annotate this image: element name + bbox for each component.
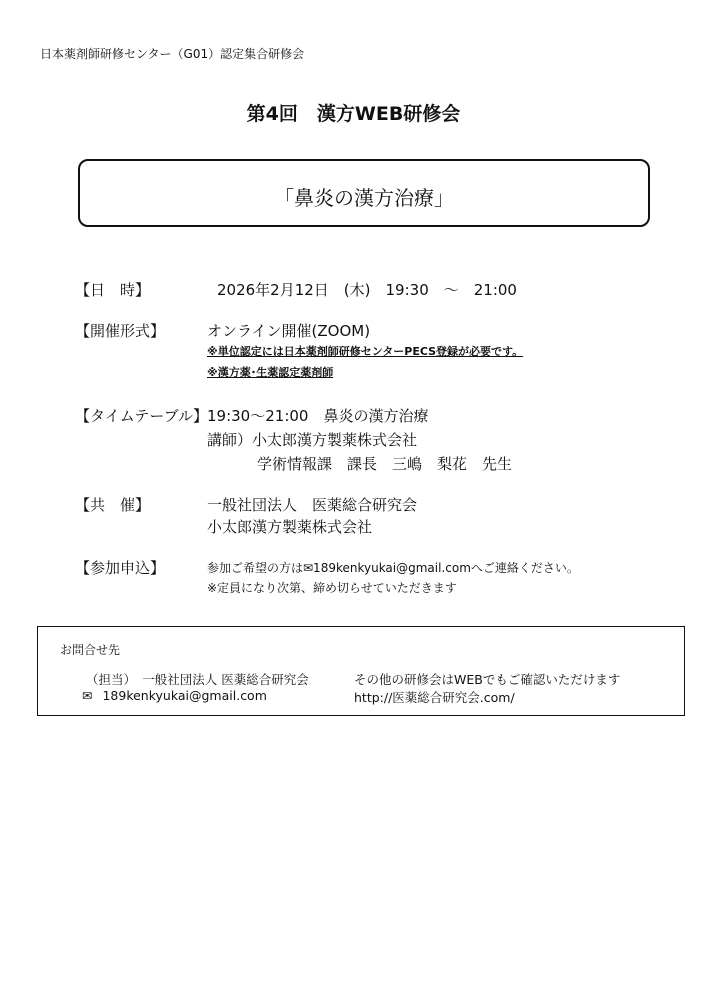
contact-person: （担当） 一般社団法人 医薬総合研究会: [86, 672, 309, 687]
apply-line2: ※定員になり次第、締め切らせていただきます: [207, 581, 457, 595]
cohost-label: 【共 催】: [75, 496, 151, 514]
apply-line1: 参加ご希望の方は✉189kenkyukai@gmail.comへご連絡ください。: [207, 561, 579, 575]
format-value: オンライン開催(ZOOM): [207, 322, 371, 340]
web-note: その他の研修会はWEBでもご確認いただけます: [354, 672, 621, 687]
contact-email-row: [82, 688, 267, 703]
timetable-line2: 講師）小太郎漢方製薬株式会社: [207, 431, 418, 449]
cohost-line2: 小太郎漢方製薬株式会社: [207, 518, 373, 536]
pecs-note: ※単位認定には日本薬剤師研修センターPECS登録が必要です。: [207, 345, 524, 358]
cohost-line1: 一般社団法人 医薬総合研究会: [207, 496, 418, 514]
timetable-line3: 学術情報課 課長 三嶋 梨花 先生: [257, 455, 513, 473]
timetable-label: 【タイムテーブル】: [75, 407, 209, 425]
timetable-line1: 19:30～21:00 鼻炎の漢方治療: [207, 407, 429, 425]
web-url[interactable]: http://医薬総合研究会.com/: [354, 690, 515, 705]
date-value: 2026年2月12日 (木) 19:30 ～ 21:00: [217, 281, 517, 299]
apply-label: 【参加申込】: [75, 559, 166, 577]
format-label: 【開催形式】: [75, 322, 166, 340]
subject-box: [78, 159, 650, 227]
subject-title: 「鼻炎の漢方治療」: [274, 186, 454, 210]
contact-email[interactable]: 189kenkyukai@gmail.com: [102, 688, 267, 703]
mail-icon: ✉: [82, 688, 93, 703]
date-label: 【日 時】: [75, 281, 151, 299]
contact-box: [37, 626, 685, 716]
header-note: 日本薬剤師研修センター（G01）認定集合研修会: [40, 47, 305, 61]
contact-heading: お問合せ先: [60, 643, 121, 657]
page-title: 第4回 漢方WEB研修会: [246, 103, 461, 125]
kampo-note: ※漢方薬･生薬認定薬剤師: [207, 366, 334, 379]
